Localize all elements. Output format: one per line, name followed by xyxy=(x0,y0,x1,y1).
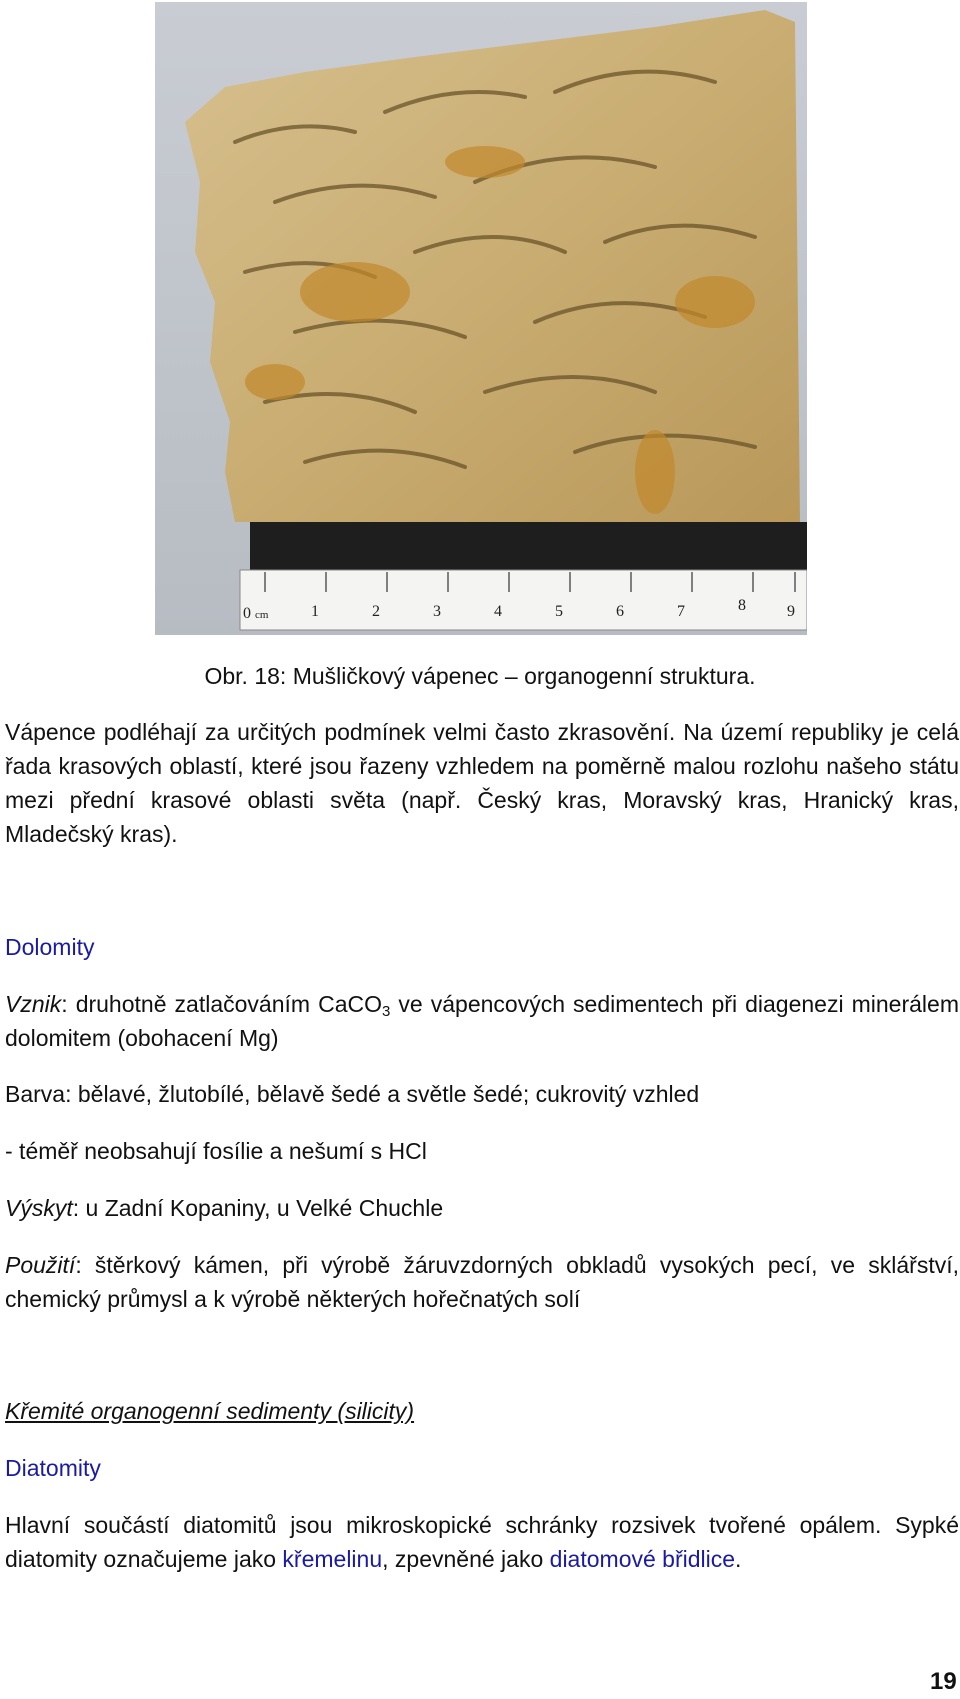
section-heading-silicity xyxy=(5,1394,959,1428)
vznik-text-before: : druhotně zatlačováním CaCO xyxy=(61,991,382,1017)
diatomity-paragraph xyxy=(5,1508,959,1576)
ruler-tick-8: 8 xyxy=(738,597,746,614)
ruler-tick-0: 0 xyxy=(243,605,251,622)
pouziti-text: : štěrkový kámen, při výrobě žáruvzdorných obkladů vysokých pecí, ve sklářství, chemický průmysl a k výrobě některých hořečnatých solí xyxy=(5,1252,959,1312)
subheading-diatomity: Diatomity xyxy=(5,1455,101,1481)
limestone-sample-illustration xyxy=(155,2,807,635)
vyskyt-text: : u Zadní Kopaniny, u Velké Chuchle xyxy=(72,1195,444,1221)
dolomity-barva: Barva: bělavé, žlutobílé, bělavě šedé a světle šedé; cukrovitý vzhled xyxy=(5,1081,700,1107)
ruler-tick-6: 6 xyxy=(616,603,624,620)
intro-paragraph: Vápence podléhají za určitých podmínek velmi často zkrasovění. Na území republiky je celá řada krasových oblastí, které jsou řazeny vzhledem na poměrně malou rozlohu našeho státu mezi přední krasové oblasti světa (např. Český kras, Moravský kras, Hranický kras, Mladečský kras). xyxy=(5,719,959,847)
dolomity-vyskyt xyxy=(5,1191,959,1225)
diatomity-text-3: . xyxy=(735,1546,742,1572)
ruler-tick-7: 7 xyxy=(677,603,685,620)
vznik-text-after: ve vápencových sedimentech při diagenezi minerálem dolomitem (obohacení Mg) xyxy=(5,991,959,1051)
ruler-unit: cm xyxy=(255,609,269,621)
dolomity-pouziti xyxy=(5,1248,959,1316)
ruler-tick-2: 2 xyxy=(372,603,380,620)
ruler-tick-3: 3 xyxy=(433,603,441,620)
dolomity-vznik xyxy=(5,987,959,1055)
section-heading-dolomity: Dolomity xyxy=(5,934,95,960)
dolomity-fosilie: - téměř neobsahují fosílie a nešumí s HCl xyxy=(5,1138,427,1164)
term-kremelina: křemelinu xyxy=(282,1546,383,1572)
silicity-heading-text: Křemité organogenní sedimenty (silicity) xyxy=(5,1398,415,1424)
figure-caption: Obr. 18: Mušličkový vápenec – organogenní struktura. xyxy=(204,663,756,689)
ruler-tick-4: 4 xyxy=(494,603,502,620)
limestone-sample-photo xyxy=(155,2,807,635)
diatomity-text-1: Hlavní součástí diatomitů jsou mikroskopické schránky rozsivek tvořené opálem. Sypké diatomity označujeme jako xyxy=(5,1512,959,1572)
vyskyt-label: Výskyt xyxy=(5,1195,73,1221)
diatomity-text-2: , zpevněné jako xyxy=(382,1546,550,1572)
pouziti-label: Použití xyxy=(5,1252,76,1278)
ruler-tick-9: 9 xyxy=(787,603,795,620)
vznik-label: Vznik xyxy=(5,991,62,1017)
vznik-subscript: 3 xyxy=(382,1003,391,1020)
ruler-tick-1: 1 xyxy=(311,603,319,620)
page-number: 19 xyxy=(930,1668,957,1695)
term-diatomove-bridlice: diatomové břidlice xyxy=(549,1546,736,1572)
ruler-tick-5: 5 xyxy=(555,603,563,620)
